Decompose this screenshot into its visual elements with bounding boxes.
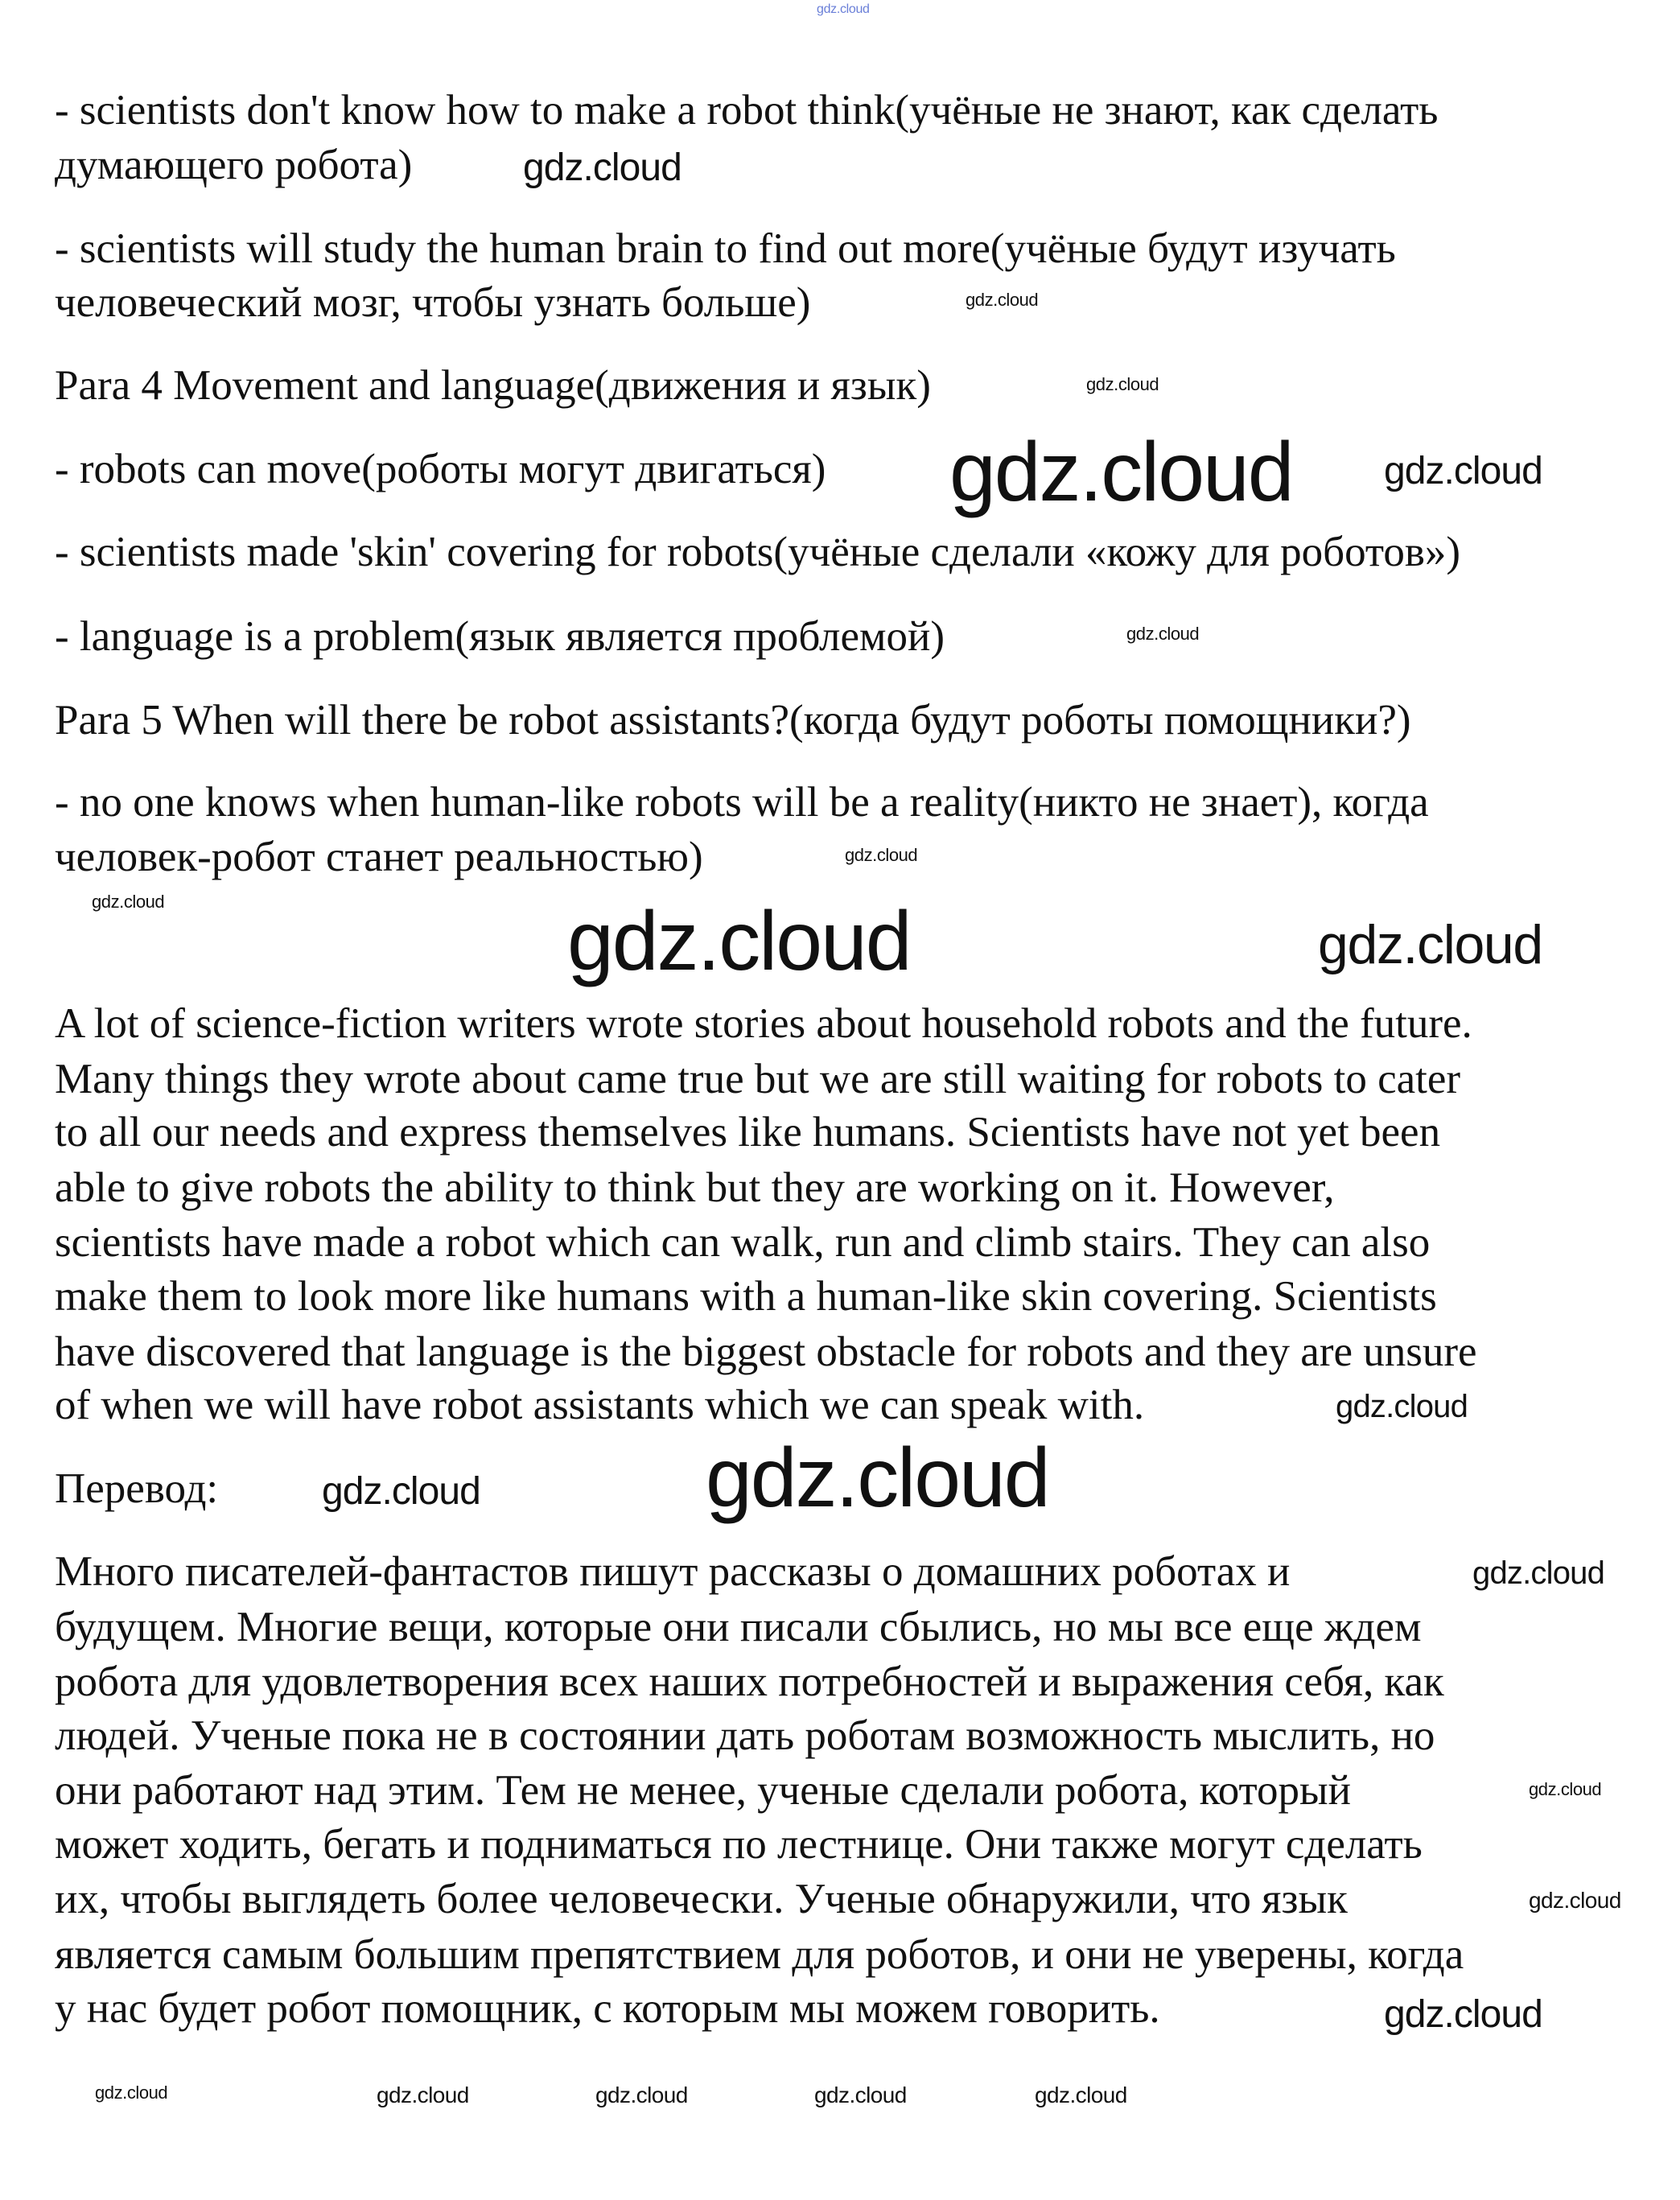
watermark: gdz.cloud bbox=[706, 1432, 1049, 1525]
english-line: of when we will have robot assistants which we can speak with. bbox=[55, 1382, 1145, 1428]
watermark: gdz.cloud bbox=[1126, 624, 1200, 644]
watermark: gdz.cloud bbox=[322, 1470, 480, 1513]
para-heading: Para 5 When will there be robot assistants?(когда будут роботы помощники?) bbox=[55, 697, 1411, 744]
english-line: make them to look more like humans with a human-like skin covering. Scientists bbox=[55, 1273, 1437, 1320]
russian-line: может ходить, бегать и подниматься по лестнице. Они также могут сделать bbox=[55, 1821, 1423, 1868]
watermark: gdz.cloud bbox=[1529, 1888, 1621, 1913]
english-line: have discovered that language is the biggest obstacle for robots and they are unsure bbox=[55, 1329, 1477, 1375]
russian-line: является самым большим препятствием для роботов, и они не уверены, когда bbox=[55, 1931, 1464, 1978]
watermark: gdz.cloud bbox=[377, 2083, 469, 2107]
watermark: gdz.cloud bbox=[817, 2, 870, 16]
english-line: A lot of science-fiction writers wrote stories about household robots and the future. bbox=[55, 1000, 1472, 1047]
watermark: gdz.cloud bbox=[966, 290, 1039, 310]
watermark: gdz.cloud bbox=[92, 892, 165, 912]
summary-line: - no one knows when human-like robots will be a reality(никто не знает), когда bbox=[55, 779, 1429, 826]
watermark: gdz.cloud bbox=[1384, 450, 1542, 492]
russian-line: робота для удовлетворения всех наших потребностей и выражения себя, как bbox=[55, 1658, 1444, 1705]
russian-line: они работают над этим. Тем не менее, ученые сделали робота, который bbox=[55, 1767, 1351, 1814]
russian-line: людей. Ученые пока не в состоянии дать роботам возможность мыслить, но bbox=[55, 1712, 1435, 1759]
watermark: gdz.cloud bbox=[1384, 1993, 1542, 2036]
watermark: gdz.cloud bbox=[845, 845, 918, 865]
watermark: gdz.cloud bbox=[949, 426, 1293, 519]
watermark: gdz.cloud bbox=[95, 2083, 168, 2103]
watermark: gdz.cloud bbox=[1336, 1389, 1468, 1424]
english-line: to all our needs and express themselves like humans. Scientists have not yet been bbox=[55, 1109, 1441, 1156]
watermark: gdz.cloud bbox=[523, 146, 681, 189]
russian-line: их, чтобы выглядеть более человечески. Ученые обнаружили, что язык bbox=[55, 1876, 1348, 1922]
summary-line: человеческий мозг, чтобы узнать больше) bbox=[55, 279, 811, 326]
summary-line: думающего робота) bbox=[55, 142, 413, 188]
summary-line: - scientists don't know how to make a robot think(учёные не знают, как сделать bbox=[55, 87, 1439, 134]
watermark: gdz.cloud bbox=[595, 2083, 688, 2107]
russian-line: будущем. Многие вещи, которые они писали сбылись, но мы все еще ждем bbox=[55, 1604, 1422, 1650]
watermark: gdz.cloud bbox=[567, 895, 911, 988]
summary-line: - scientists made 'skin' covering for robots(учёные сделали «кожу для роботов») bbox=[55, 529, 1461, 575]
russian-line: у нас будет робот помощник, с которым мы можем говорить. bbox=[55, 1985, 1160, 2032]
summary-line: - language is a problem(язык является проблемой) bbox=[55, 613, 945, 660]
summary-line: - robots can move(роботы могут двигаться) bbox=[55, 446, 826, 492]
watermark: gdz.cloud bbox=[1472, 1555, 1605, 1591]
english-line: able to give robots the ability to think but they are working on it. However, bbox=[55, 1164, 1335, 1211]
watermark: gdz.cloud bbox=[1035, 2083, 1127, 2107]
english-line: scientists have made a robot which can walk, run and climb stairs. They can also bbox=[55, 1219, 1431, 1266]
watermark: gdz.cloud bbox=[814, 2083, 907, 2107]
watermark: gdz.cloud bbox=[1318, 914, 1542, 975]
watermark: gdz.cloud bbox=[1529, 1779, 1602, 1799]
english-line: Many things they wrote about came true but we are still waiting for robots to cater bbox=[55, 1056, 1461, 1102]
russian-line: Много писателей-фантастов пишут рассказы о домашних роботах и bbox=[55, 1548, 1291, 1595]
summary-line: - scientists will study the human brain to find out more(учёные будут изучать bbox=[55, 225, 1396, 272]
translation-heading: Перевод: bbox=[55, 1465, 219, 1512]
para-heading: Para 4 Movement and language(движения и язык) bbox=[55, 362, 931, 409]
summary-line: человек-робот станет реальностью) bbox=[55, 834, 703, 880]
watermark: gdz.cloud bbox=[1086, 374, 1159, 394]
